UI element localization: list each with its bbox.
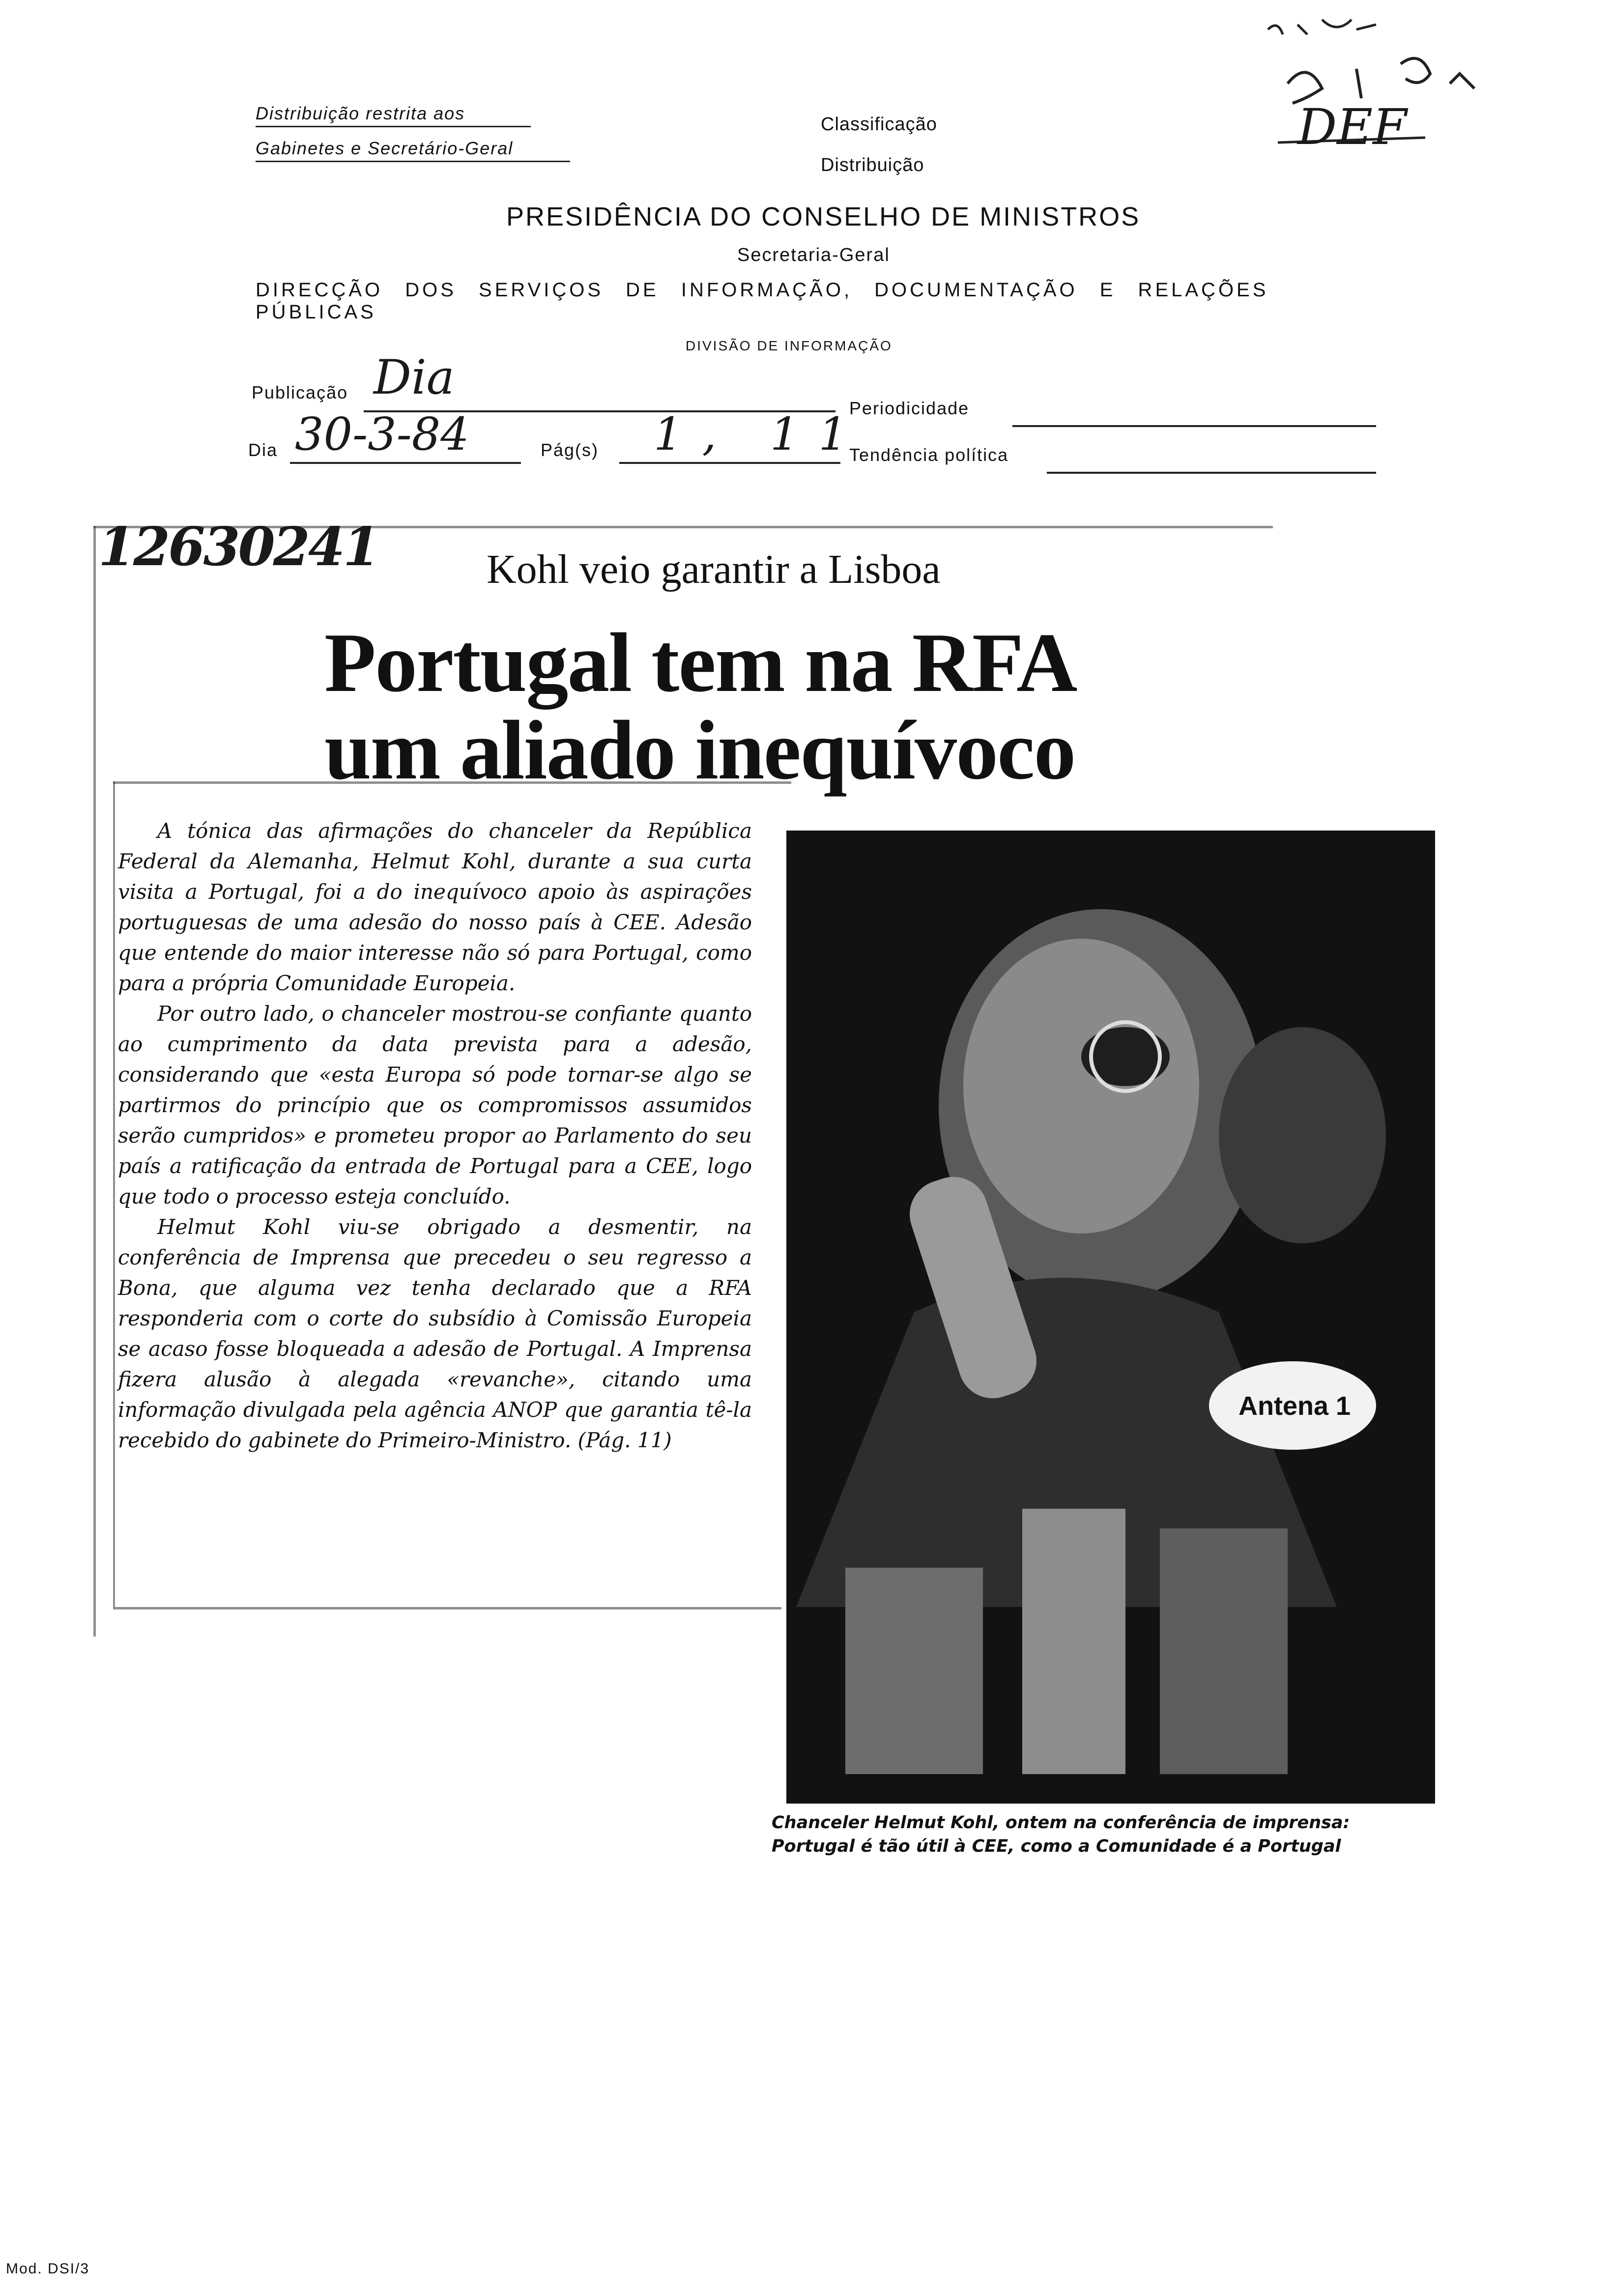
helmut-kohl-photo-image [786, 831, 1435, 1804]
distribution-line-2: Gabinetes e Secretário-Geral [256, 138, 570, 162]
day-value: 30-3-84 [295, 408, 469, 460]
caption-line-2: Portugal é tão útil à CEE, como a Comunidade é a Portugal [772, 1837, 1341, 1856]
headline-line-1: Portugal tem na RFA [324, 616, 1077, 710]
antena-1-logo-text: Antena 1 [1238, 1391, 1351, 1421]
article-kicker: Kohl veio garantir a Lisboa [487, 546, 941, 592]
day-underline [290, 462, 521, 464]
publication-value: Dia [374, 350, 455, 405]
article-headline [324, 616, 1077, 797]
document-title: PRESIDÊNCIA DO CONSELHO DE MINISTROS [506, 202, 1141, 231]
publication-label: Publicação [252, 382, 348, 402]
article-paragraph: A tónica das afirmações do chanceler da República Federal da Alemanha, Helmut Kohl, durante a sua curta visita a Portugal, foi a do inequívoco apoio às aspirações portuguesas de uma adesão do nosso país à CEE. Adesão que entende do maior interesse não só para Portugal, como para a própria Comunidade Europeia. [118, 819, 752, 995]
handwritten-corner-text: DEF [1297, 98, 1407, 156]
periodicity-label: Periodicidade [849, 398, 970, 418]
clipping-body-left-rule [113, 781, 115, 1607]
tendency-underline [1047, 472, 1376, 474]
directorate-label: DIRECÇÃO DOS SERVIÇOS DE INFORMAÇÃO, DOCUMENTAÇÃO E RELAÇÕES PÚBLICAS [256, 279, 1269, 323]
article-paragraph: Por outro lado, o chanceler mostrou-se confiante quanto ao cumprimento da data prevista para a adesão, considerando que «esta Europa só pode tornar-se algo se partirmos do princípio que os compromissos assumidos serão cumpridos» e prometeu propor ao Parlamento do seu país a ratificação da entrada de Portugal para a CEE, logo que todo o processo esteja concluído. [118, 1002, 752, 1208]
distribution-label: Distribuição [821, 155, 924, 175]
photo-caption [772, 1811, 1460, 1858]
article-paragraph: Helmut Kohl viu-se obrigado a desmentir, na conferência de Imprensa que precedeu o seu regresso a Bona, que alguma vez tenha declarado que a RFA responderia com o corte do subsídio à Comissão Europeia se acaso fosse bloqueada a adesão de Portugal. A Imprensa fizera alusão à alegada «revanche», citando uma informação divulgada pela agência ANOP que garantia tê-la recebido do gabinete do Primeiro-Ministro. (Pág. 11) [118, 1215, 752, 1452]
pages-value: 1, 11 [654, 408, 867, 460]
archive-stamp-number: 12630241 [98, 516, 378, 578]
clipping-left-edge [93, 526, 96, 1636]
day-label: Dia [248, 440, 278, 460]
distribution-line-1: Distribuição restrita aos [256, 103, 531, 127]
distribution-note [256, 103, 570, 162]
pages-underline [619, 462, 840, 464]
article-photo [786, 831, 1435, 1804]
form-code: Mod. DSI/3 [6, 2261, 90, 2277]
handwritten-annotation [1258, 10, 1494, 172]
article-body [118, 816, 752, 1456]
headline-line-2: um aliado inequívoco [324, 704, 1075, 797]
division-label: DIVISÃO DE INFORMAÇÃO [686, 338, 892, 353]
clipping-body-bottom-edge [113, 1607, 781, 1609]
caption-line-1: Chanceler Helmut Kohl, ontem na conferência de imprensa: [772, 1813, 1350, 1833]
secretariat-label: Secretaria-Geral [737, 245, 890, 265]
periodicity-underline [1012, 425, 1376, 427]
classification-label: Classificação [821, 114, 937, 135]
tendency-label: Tendência política [849, 445, 1009, 465]
pages-label: Pág(s) [541, 440, 599, 460]
